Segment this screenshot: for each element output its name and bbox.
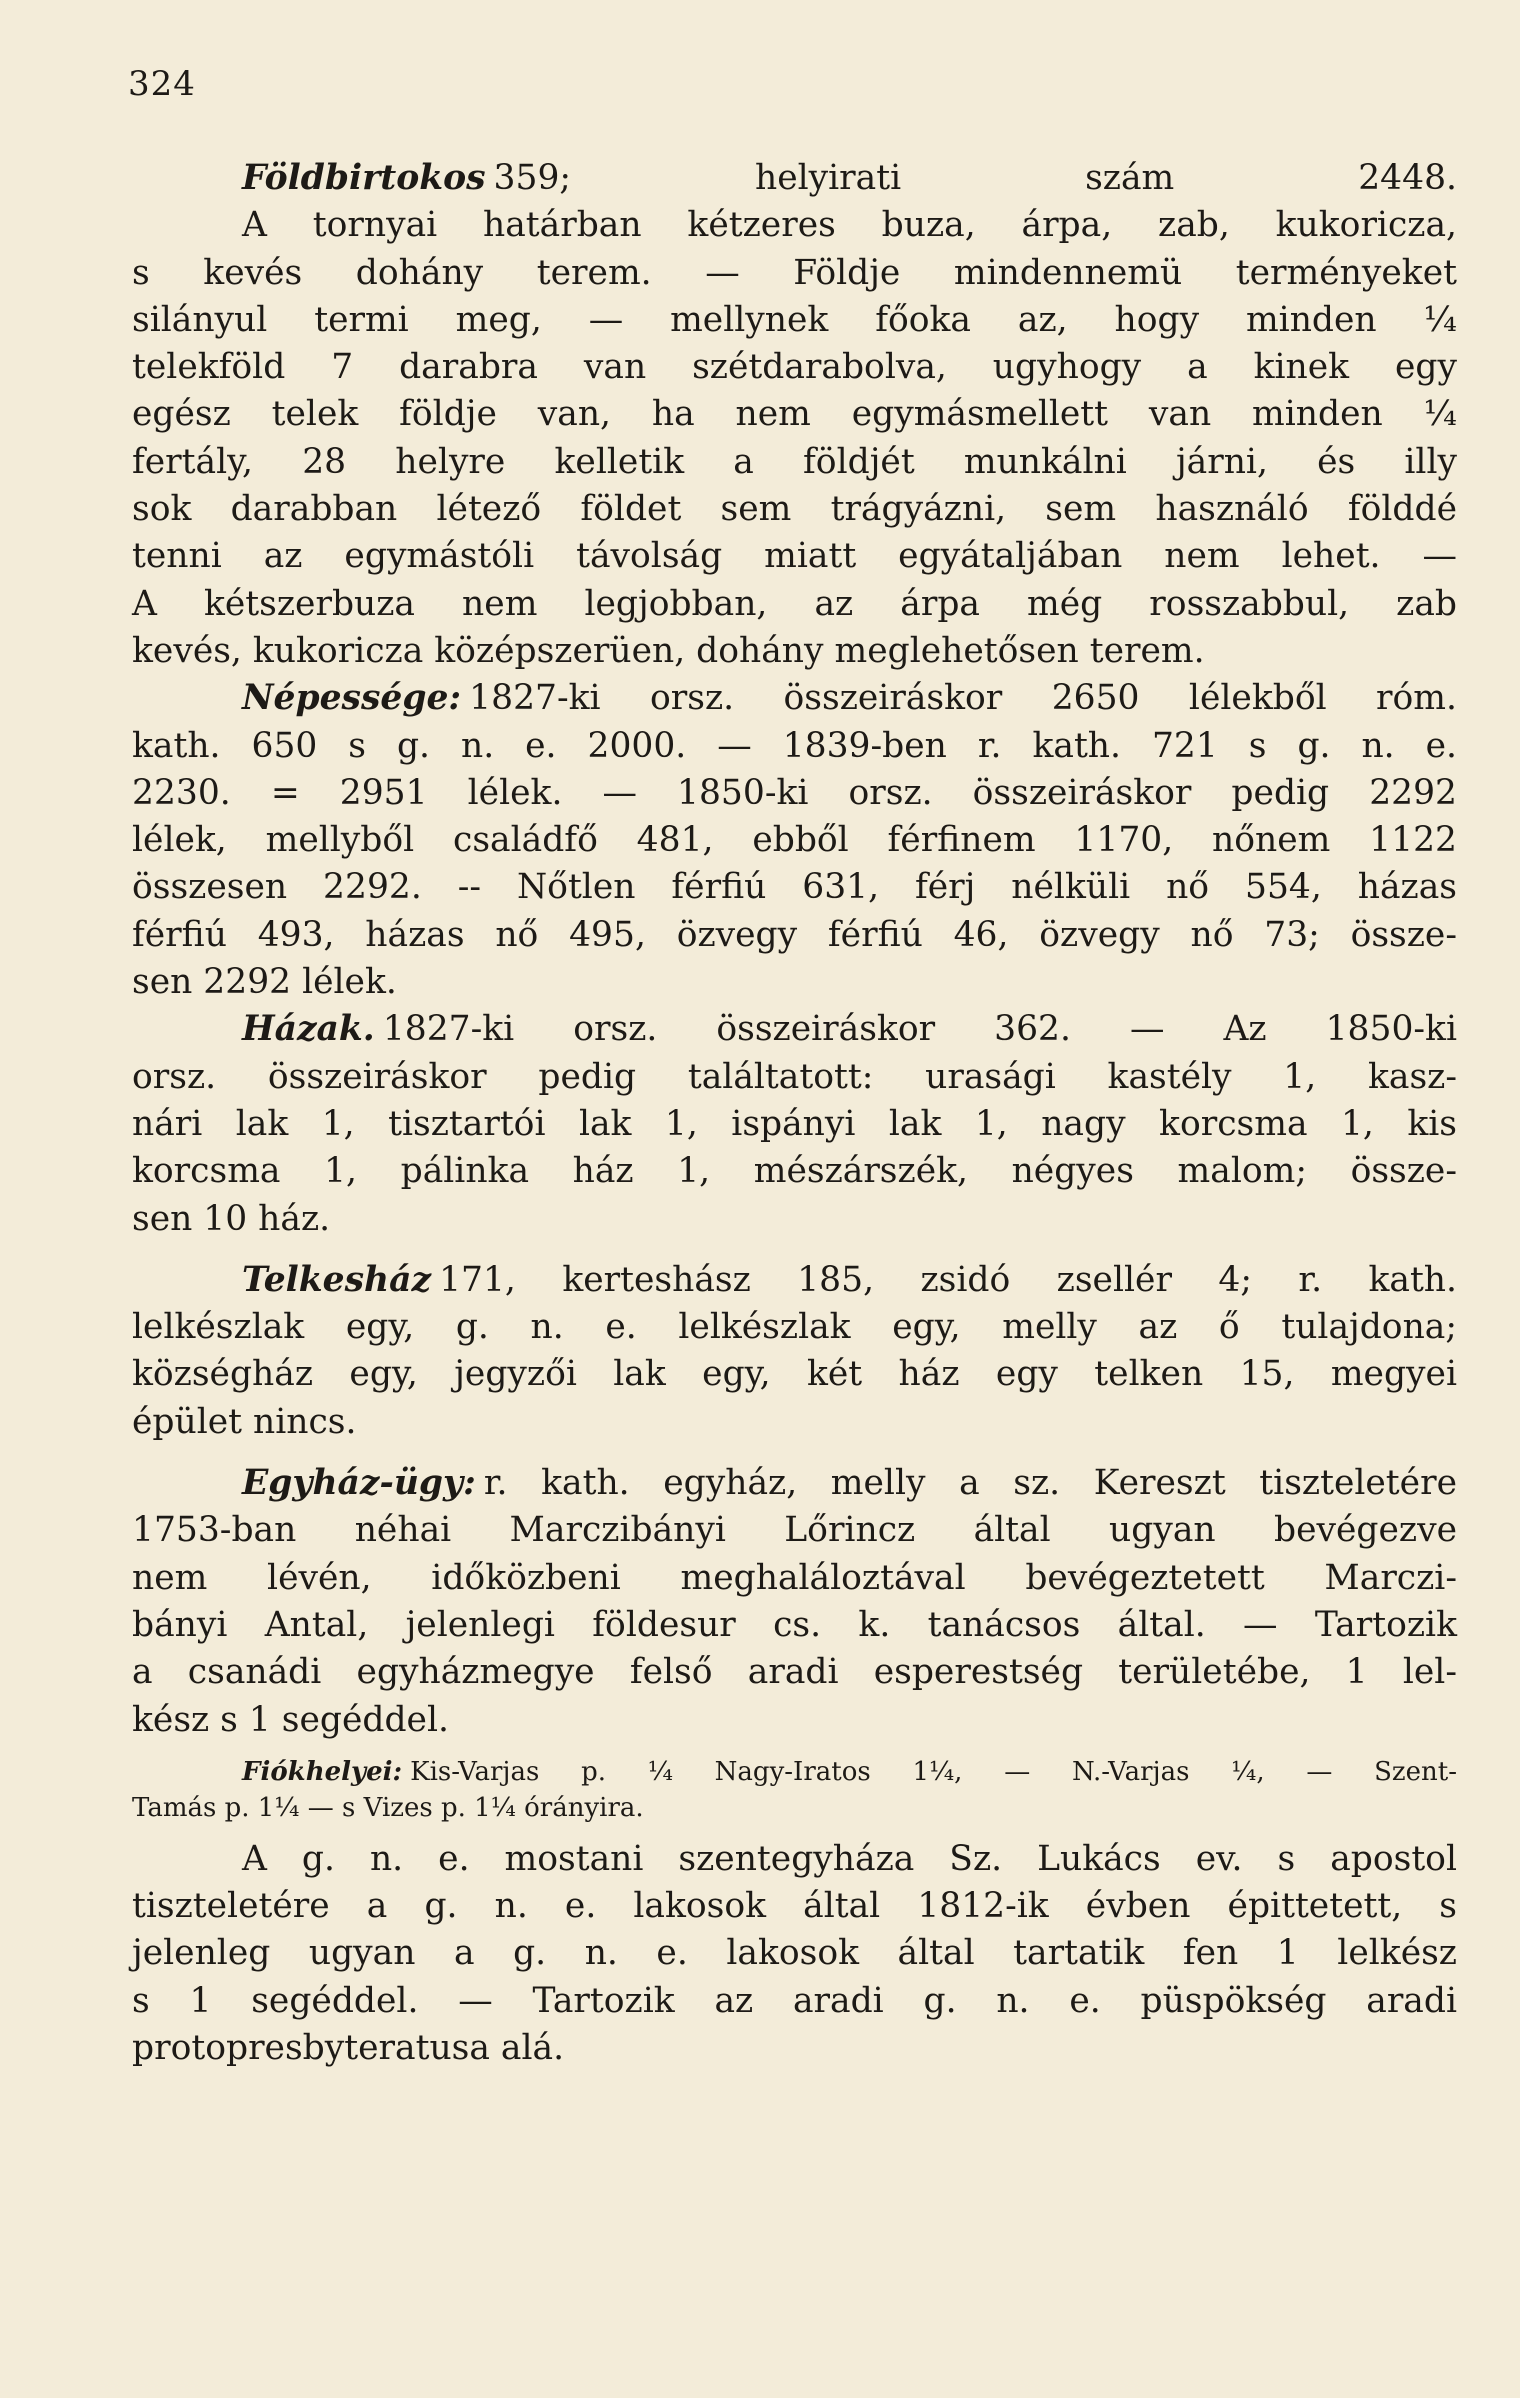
paragraph-lead: Telkesház	[242, 1259, 432, 1300]
text-line: s 1 segéddel. — Tartozik az aradi g. n. e. püspökség aradi	[132, 1980, 1457, 2021]
text-line: egész telek földje van, ha nem egymásmellett van minden ¼	[132, 394, 1457, 435]
paragraph-orthodox-church	[132, 1836, 1457, 2072]
text-line: protopresbyteratusa alá.	[132, 2027, 565, 2068]
text-line: kath. 650 s g. n. e. 2000. — 1839-ben r. kath. 721 s g. n. e.	[132, 725, 1457, 766]
text-line: jelenleg ugyan a g. n. e. lakosok által tartatik fen 1 lelkész	[132, 1933, 1457, 1974]
text-line: korcsma 1, pálinka ház 1, mészárszék, négyes malom; össze-	[132, 1151, 1457, 1192]
page-body	[132, 155, 1457, 2072]
text-line: tenni az egymástóli távolság miatt egyátaljában nem lehet. —	[132, 536, 1457, 577]
text-line: A tornyai határban kétzeres buza, árpa, zab, kukoricza,	[242, 205, 1457, 246]
paragraph-lead: Egyház-ügy:	[242, 1463, 476, 1504]
page-number: 324	[128, 64, 196, 104]
text-line: telekföld 7 darabra van szétdarabolva, ugyhogy a kinek egy	[132, 347, 1457, 388]
text-line: kész s 1 segéddel.	[132, 1699, 449, 1740]
paragraph-lead: Népessége:	[242, 678, 462, 719]
text-line: Egyház-ügy: r. kath. egyház, melly a sz. Kereszt tiszteletére	[242, 1463, 1457, 1504]
text-line: férfiú 493, házas nő 495, özvegy férfiú 46, özvegy nő 73; össze-	[132, 914, 1457, 955]
text-line: nem lévén, időközbeni meghaláloztával bevégeztetett Marczi-	[132, 1557, 1457, 1598]
text-line: A kétszerbuza nem legjobban, az árpa még rosszabbul, zab	[132, 583, 1457, 624]
text-line: A g. n. e. mostani szentegyháza Sz. Lukács ev. s apostol	[242, 1838, 1457, 1879]
text-line: Házak. 1827-ki orsz. összeiráskor 362. — Az 1850-ki	[242, 1009, 1457, 1050]
text-line: a csanádi egyházmegye felső aradi esperestség területébe, 1 lel-	[132, 1652, 1457, 1693]
text-line: 2230. = 2951 lélek. — 1850-ki orsz. összeiráskor pedig 2292	[132, 772, 1457, 813]
paragraph-lead: Fiókhelyei:	[242, 1756, 403, 1787]
branch-locations-note	[132, 1754, 1457, 1826]
text-line: Telkesház 171, kerteshász 185, zsidó zsellér 4; r. kath.	[242, 1259, 1457, 1300]
text-line: sen 10 ház.	[132, 1198, 331, 1239]
text-line: kevés, kukoricza középszerüen, dohány meglehetősen terem.	[132, 630, 1205, 671]
text-line: Fiókhelyei: Kis-Varjas p. ¼ Nagy-Iratos 1¼, — N.-Varjas ¼, — Szent-	[242, 1756, 1457, 1787]
text-line: sen 2292 lélek.	[132, 962, 397, 1003]
text-line: nári lak 1, tisztartói lak 1, ispányi lak 1, nagy korcsma 1, kis	[132, 1103, 1457, 1144]
text-line: 1753-ban néhai Marczibányi Lőrincz által ugyan bevégezve	[132, 1510, 1457, 1551]
text-line: fertály, 28 helyre kelletik a földjét munkálni járni, és illy	[132, 441, 1457, 482]
text-line: lelkészlak egy, g. n. e. lelkészlak egy, melly az ő tulajdona;	[132, 1307, 1457, 1348]
text-line: községház egy, jegyzői lak egy, két ház egy telken 15, megyei	[132, 1354, 1457, 1395]
paragraph-population	[132, 675, 1457, 1006]
paragraph-lead: Földbirtokos	[242, 158, 486, 198]
paragraph-houses	[132, 1006, 1457, 1242]
text-line: Földbirtokos 359; helyirati szám 2448.	[242, 158, 1457, 198]
text-line: épület nincs.	[132, 1401, 357, 1442]
text-line: orsz. összeiráskor pedig találtatott: urasági kastély 1, kasz-	[132, 1056, 1457, 1097]
text-line: Népessége: 1827-ki orsz. összeiráskor 2650 lélekből róm.	[242, 678, 1457, 719]
text-line: sok darabban létező földet sem trágyázni, sem használó földdé	[132, 489, 1457, 530]
paragraph-plots	[132, 1257, 1457, 1446]
text-line: összesen 2292. -- Nőtlen férfiú 631, férj nélküli nő 554, házas	[132, 867, 1457, 908]
paragraph-landholding	[132, 155, 1457, 675]
text-line: lélek, mellyből családfő 481, ebből férfinem 1170, nőnem 1122	[132, 820, 1457, 861]
text-line: Tamás p. 1¼ — s Vizes p. 1¼ órányira.	[132, 1792, 644, 1823]
text-line: bányi Antal, jelenlegi földesur cs. k. tanácsos által. — Tartozik	[132, 1604, 1457, 1645]
paragraph-lead: Házak.	[242, 1009, 375, 1050]
text-line: tiszteletére a g. n. e. lakosok által 1812-ik évben épittetett, s	[132, 1886, 1457, 1927]
text-line: silányul termi meg, — mellynek főoka az, hogy minden ¼	[132, 299, 1457, 340]
text-line: s kevés dohány terem. — Földje mindennemü terményeket	[132, 252, 1457, 293]
paragraph-church-affairs	[132, 1460, 1457, 1744]
